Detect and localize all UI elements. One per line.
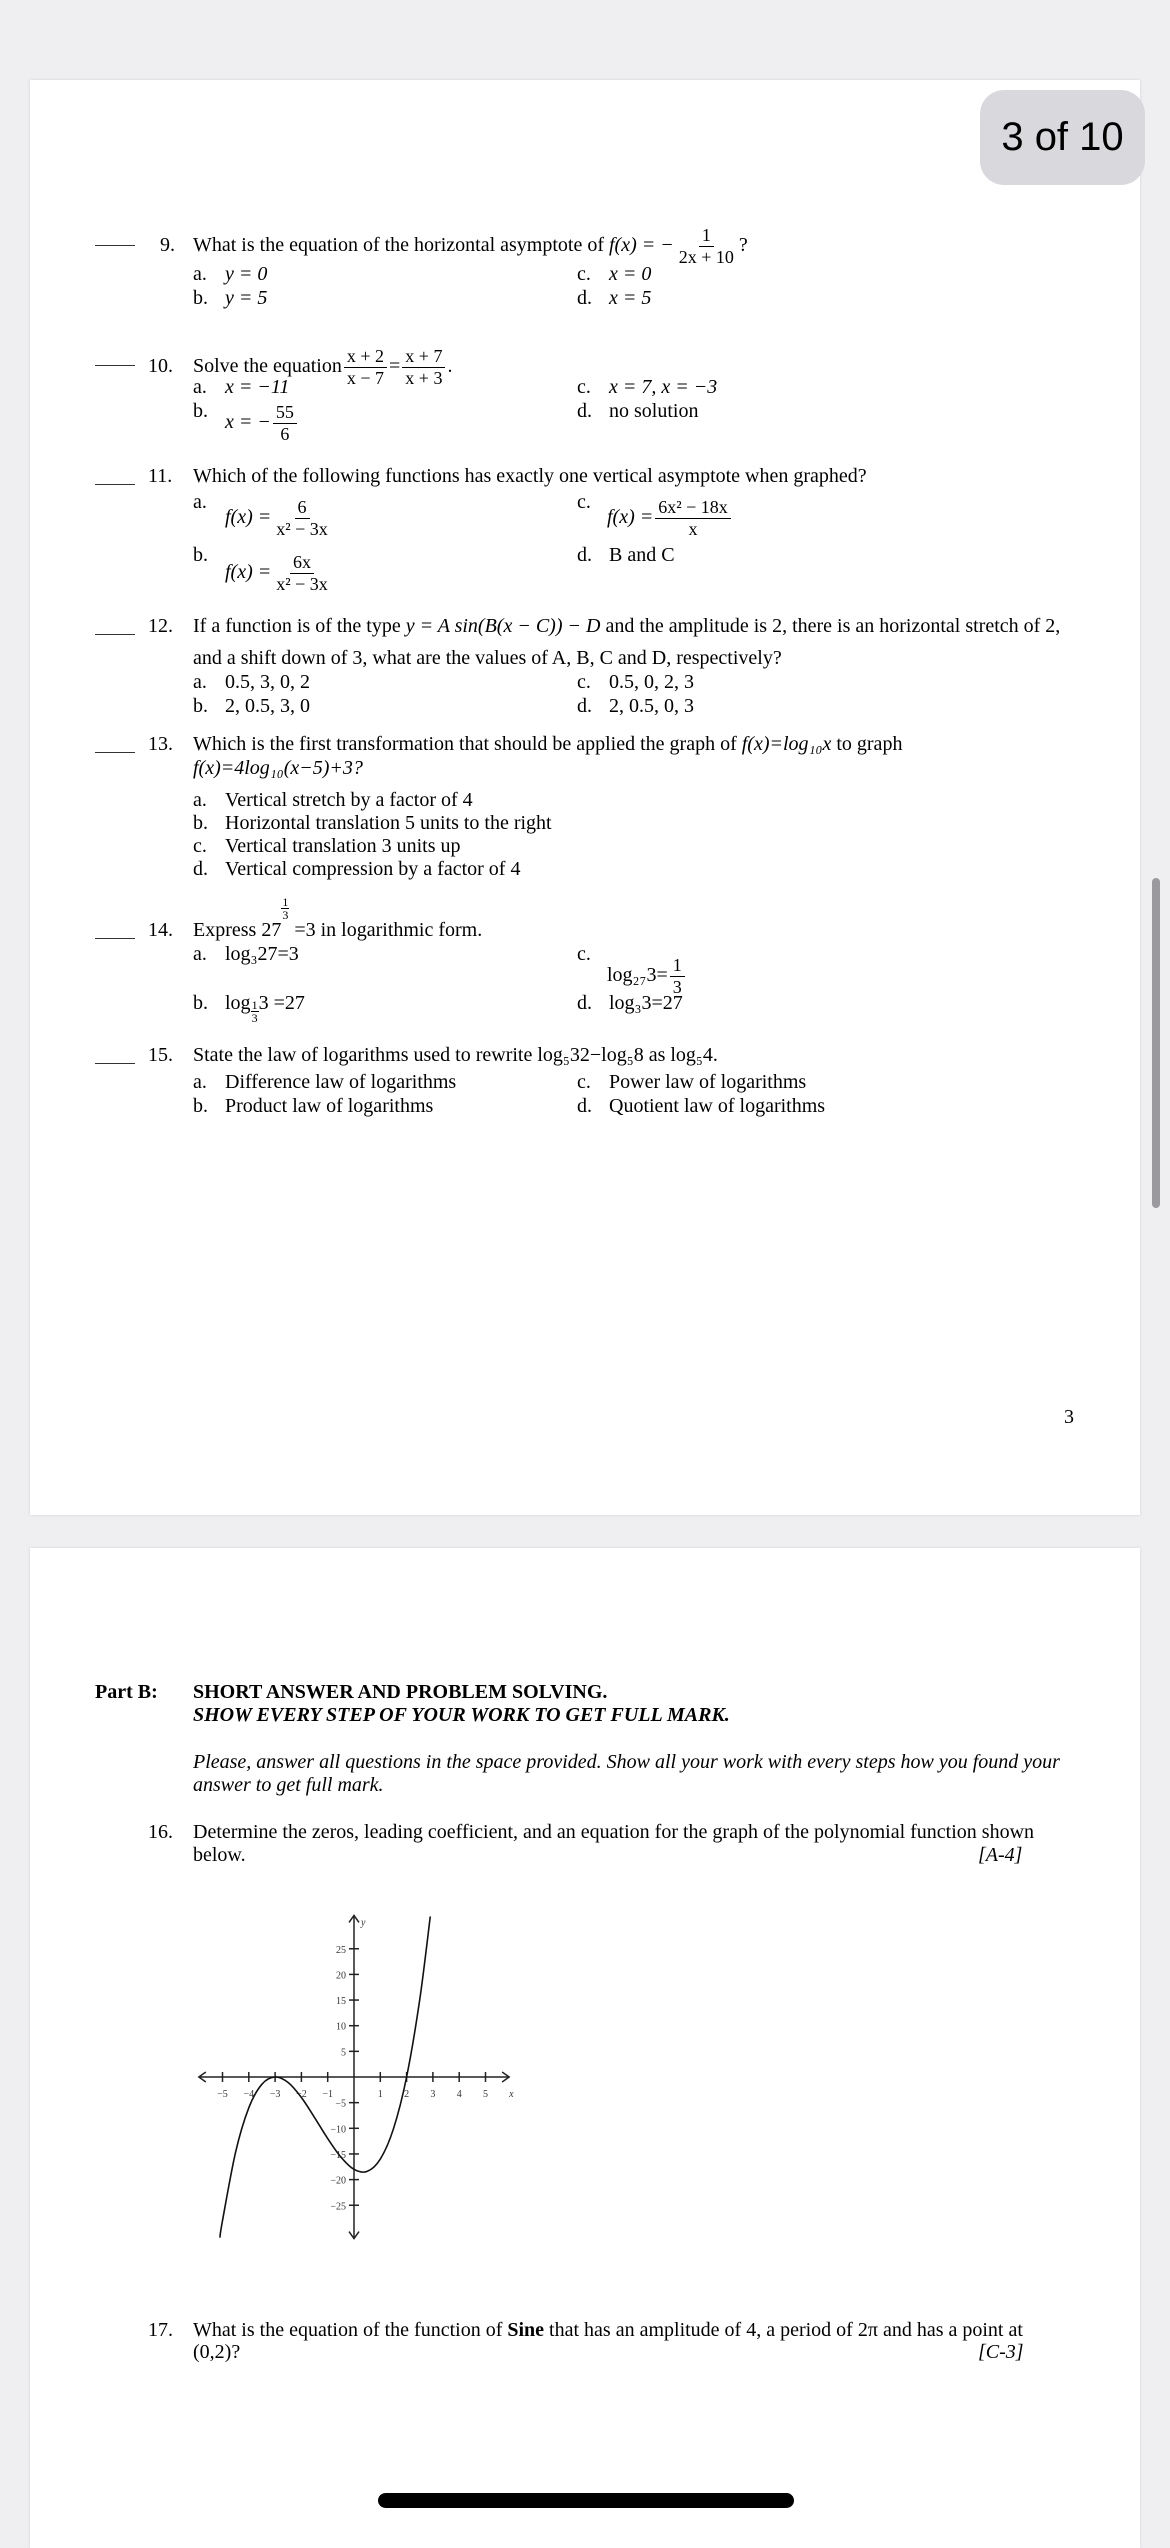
question-15: 15. State the law of logarithms used to rewrite log₅32−log₅8 as log₅4. [148, 1044, 718, 1066]
option-b[interactable]: b. y = 5 [193, 287, 268, 309]
option-b[interactable]: b. [193, 400, 208, 422]
option-d[interactable]: d. Quotient law of logarithms [577, 1095, 826, 1117]
y-tick-label: −20 [330, 2175, 346, 2187]
x-tick-label: −4 [243, 2089, 255, 2100]
y-tick-label: 5 [341, 2047, 346, 2059]
x-tick-label: 2 [404, 2089, 410, 2100]
option-b[interactable]: b. Horizontal translation 5 units to the right [193, 812, 552, 834]
part-b-subtitle: SHOW EVERY STEP OF YOUR WORK TO GET FULL MARK. [193, 1704, 730, 1726]
question-stem: What is the equation of the horizontal asymptote of [193, 234, 609, 257]
option-c[interactable]: c. Vertical translation 3 units up [193, 835, 461, 857]
polynomial-graph [170, 1890, 540, 2260]
x-axis-label: x [509, 2089, 514, 2100]
option-c-value[interactable]: log₂₇3= $\frac{1}{3}$ [607, 955, 687, 998]
home-indicator[interactable] [378, 2493, 794, 2508]
option-a[interactable]: a. log₃27=3 [193, 943, 299, 965]
option-b-value[interactable]: x = − $\frac{55}{6}$ [225, 402, 299, 445]
question-17: 17. What is the equation of the function of Sine that has an amplitude of 4, a period of 2π and has a point at [148, 2319, 1023, 2341]
fraction: $\frac{1}{2x + 10}$ [678, 225, 734, 267]
x-tick-label: −5 [217, 2089, 228, 2100]
option-b[interactable]: b. log $\frac{1}{3}$ 3 =27 [193, 992, 305, 1025]
y-tick-label: −15 [330, 2149, 346, 2161]
option-d[interactable]: d. no solution [577, 400, 699, 422]
option-a[interactable]: a. 0.5, 3, 0, 2 [193, 671, 310, 693]
option-a[interactable]: a. x = −11 [193, 376, 290, 398]
option-a[interactable]: a. Vertical stretch by a factor of 4 [193, 789, 473, 811]
option-a[interactable]: a. [193, 491, 207, 513]
option-d[interactable]: d. x = 5 [577, 287, 652, 309]
question-9: 9. What is the equation of the horizontal asymptote of f(x) = − $\frac{1}{2x + 10}$ ? [160, 225, 748, 267]
question-13: 13. Which is the first transformation that should be applied the graph of f(x)=log₁₀x to graph [148, 733, 903, 755]
x-tick-label: 4 [456, 2089, 462, 2100]
y-tick-label: 20 [336, 1970, 346, 1982]
question-16: 16. Determine the zeros, leading coefficient, and an equation for the graph of the polynomial function shown [148, 1821, 1035, 1843]
answer-blank[interactable] [95, 938, 135, 939]
option-d[interactable]: d. 2, 0.5, 0, 3 [577, 695, 694, 717]
scrollbar[interactable] [1152, 878, 1160, 1208]
x-tick-label: 1 [377, 2089, 383, 2100]
question-11: 11. Which of the following functions has exactly one vertical asymptote when graphed? [148, 465, 867, 487]
option-c[interactable]: c. 0.5, 0, 2, 3 [577, 671, 694, 693]
outcome-code: [A-4] [978, 1844, 1023, 1866]
x-tick-label: −3 [269, 2089, 281, 2100]
answer-blank[interactable] [95, 365, 135, 366]
x-tick-label: 3 [430, 2089, 436, 2100]
option-a[interactable]: a. y = 0 [193, 263, 268, 285]
answer-blank[interactable] [95, 752, 135, 753]
y-tick-label: 10 [336, 2021, 346, 2033]
page-number: 3 [1064, 1406, 1074, 1428]
question-12-line2: and a shift down of 3, what are the values of A, B, C and D, respectively? [193, 647, 782, 669]
answer-blank[interactable] [95, 1063, 135, 1064]
x-tick-label: −2 [296, 2089, 307, 2100]
y-tick-label: 25 [336, 1944, 346, 1956]
answer-blank[interactable] [95, 484, 135, 485]
option-c[interactable]: c. [577, 943, 591, 965]
option-c-value[interactable]: f(x) = $\frac{\text{6x² − 18x}}{x}$ [607, 497, 733, 540]
y-tick-label: 15 [336, 1996, 346, 2008]
option-b-value[interactable]: f(x) = $\frac{6x}{\text{x² − 3x}}$ [225, 552, 328, 594]
option-d[interactable]: d. Vertical compression by a factor of 4 [193, 858, 521, 880]
question-10: 10. Solve the equation $\frac{x + 2}{x - 7}$ = $\frac{x + 7}{x + 3}$ . [148, 346, 453, 388]
option-c[interactable]: c. x = 0 [577, 263, 652, 285]
y-tick-label: −25 [330, 2201, 346, 2213]
option-d[interactable]: d. B and C [577, 544, 675, 566]
question-16-line2: below. [193, 1844, 246, 1866]
option-c[interactable]: c. x = 7, x = −3 [577, 376, 718, 398]
option-a-value[interactable]: f(x) = $\frac{6}{\text{x² − 3x}}$ [225, 497, 328, 539]
instructions: Please, answer all questions in the space provided. Show all your work with every steps how you found your [193, 1751, 1060, 1773]
question-14: 14. Express 27 $\frac{1}{3}$ =3 in logarithmic form. [148, 895, 483, 941]
page-indicator: 3 of 10 [980, 90, 1145, 185]
part-b-label: Part B: [95, 1681, 158, 1703]
question-13-line2: f(x)=4log₁₀(x−5)+3? [193, 757, 363, 779]
question-17-line2: (0,2)? [193, 2341, 241, 2363]
x-tick-label: −1 [322, 2089, 334, 2100]
outcome-code: [C-3] [978, 2341, 1024, 2363]
y-tick-label: −5 [335, 2098, 346, 2110]
question-number: 9. [160, 234, 175, 257]
option-b[interactable]: b. 2, 0.5, 3, 0 [193, 695, 310, 717]
answer-blank[interactable] [95, 245, 135, 246]
math: f(x) = − [609, 234, 674, 257]
x-tick-label: 5 [483, 2089, 488, 2100]
part-b-title: SHORT ANSWER AND PROBLEM SOLVING. [193, 1681, 608, 1703]
option-b[interactable]: b. [193, 544, 208, 566]
option-c[interactable]: c. Power law of logarithms [577, 1071, 807, 1093]
option-a[interactable]: a. Difference law of logarithms [193, 1071, 457, 1093]
y-axis-label: y [361, 1917, 366, 1929]
option-d[interactable]: d. log₃3=27 [577, 992, 683, 1014]
option-c[interactable]: c. [577, 491, 591, 513]
y-tick-label: −10 [330, 2124, 346, 2136]
answer-blank[interactable] [95, 634, 135, 635]
instructions-line2: answer to get full mark. [193, 1774, 384, 1796]
option-b[interactable]: b. Product law of logarithms [193, 1095, 434, 1117]
question-12: 12. If a function is of the type y = A sin(B(x − C)) − D and the amplitude is 2, there is an horizontal stretch of 2, [148, 615, 1061, 637]
